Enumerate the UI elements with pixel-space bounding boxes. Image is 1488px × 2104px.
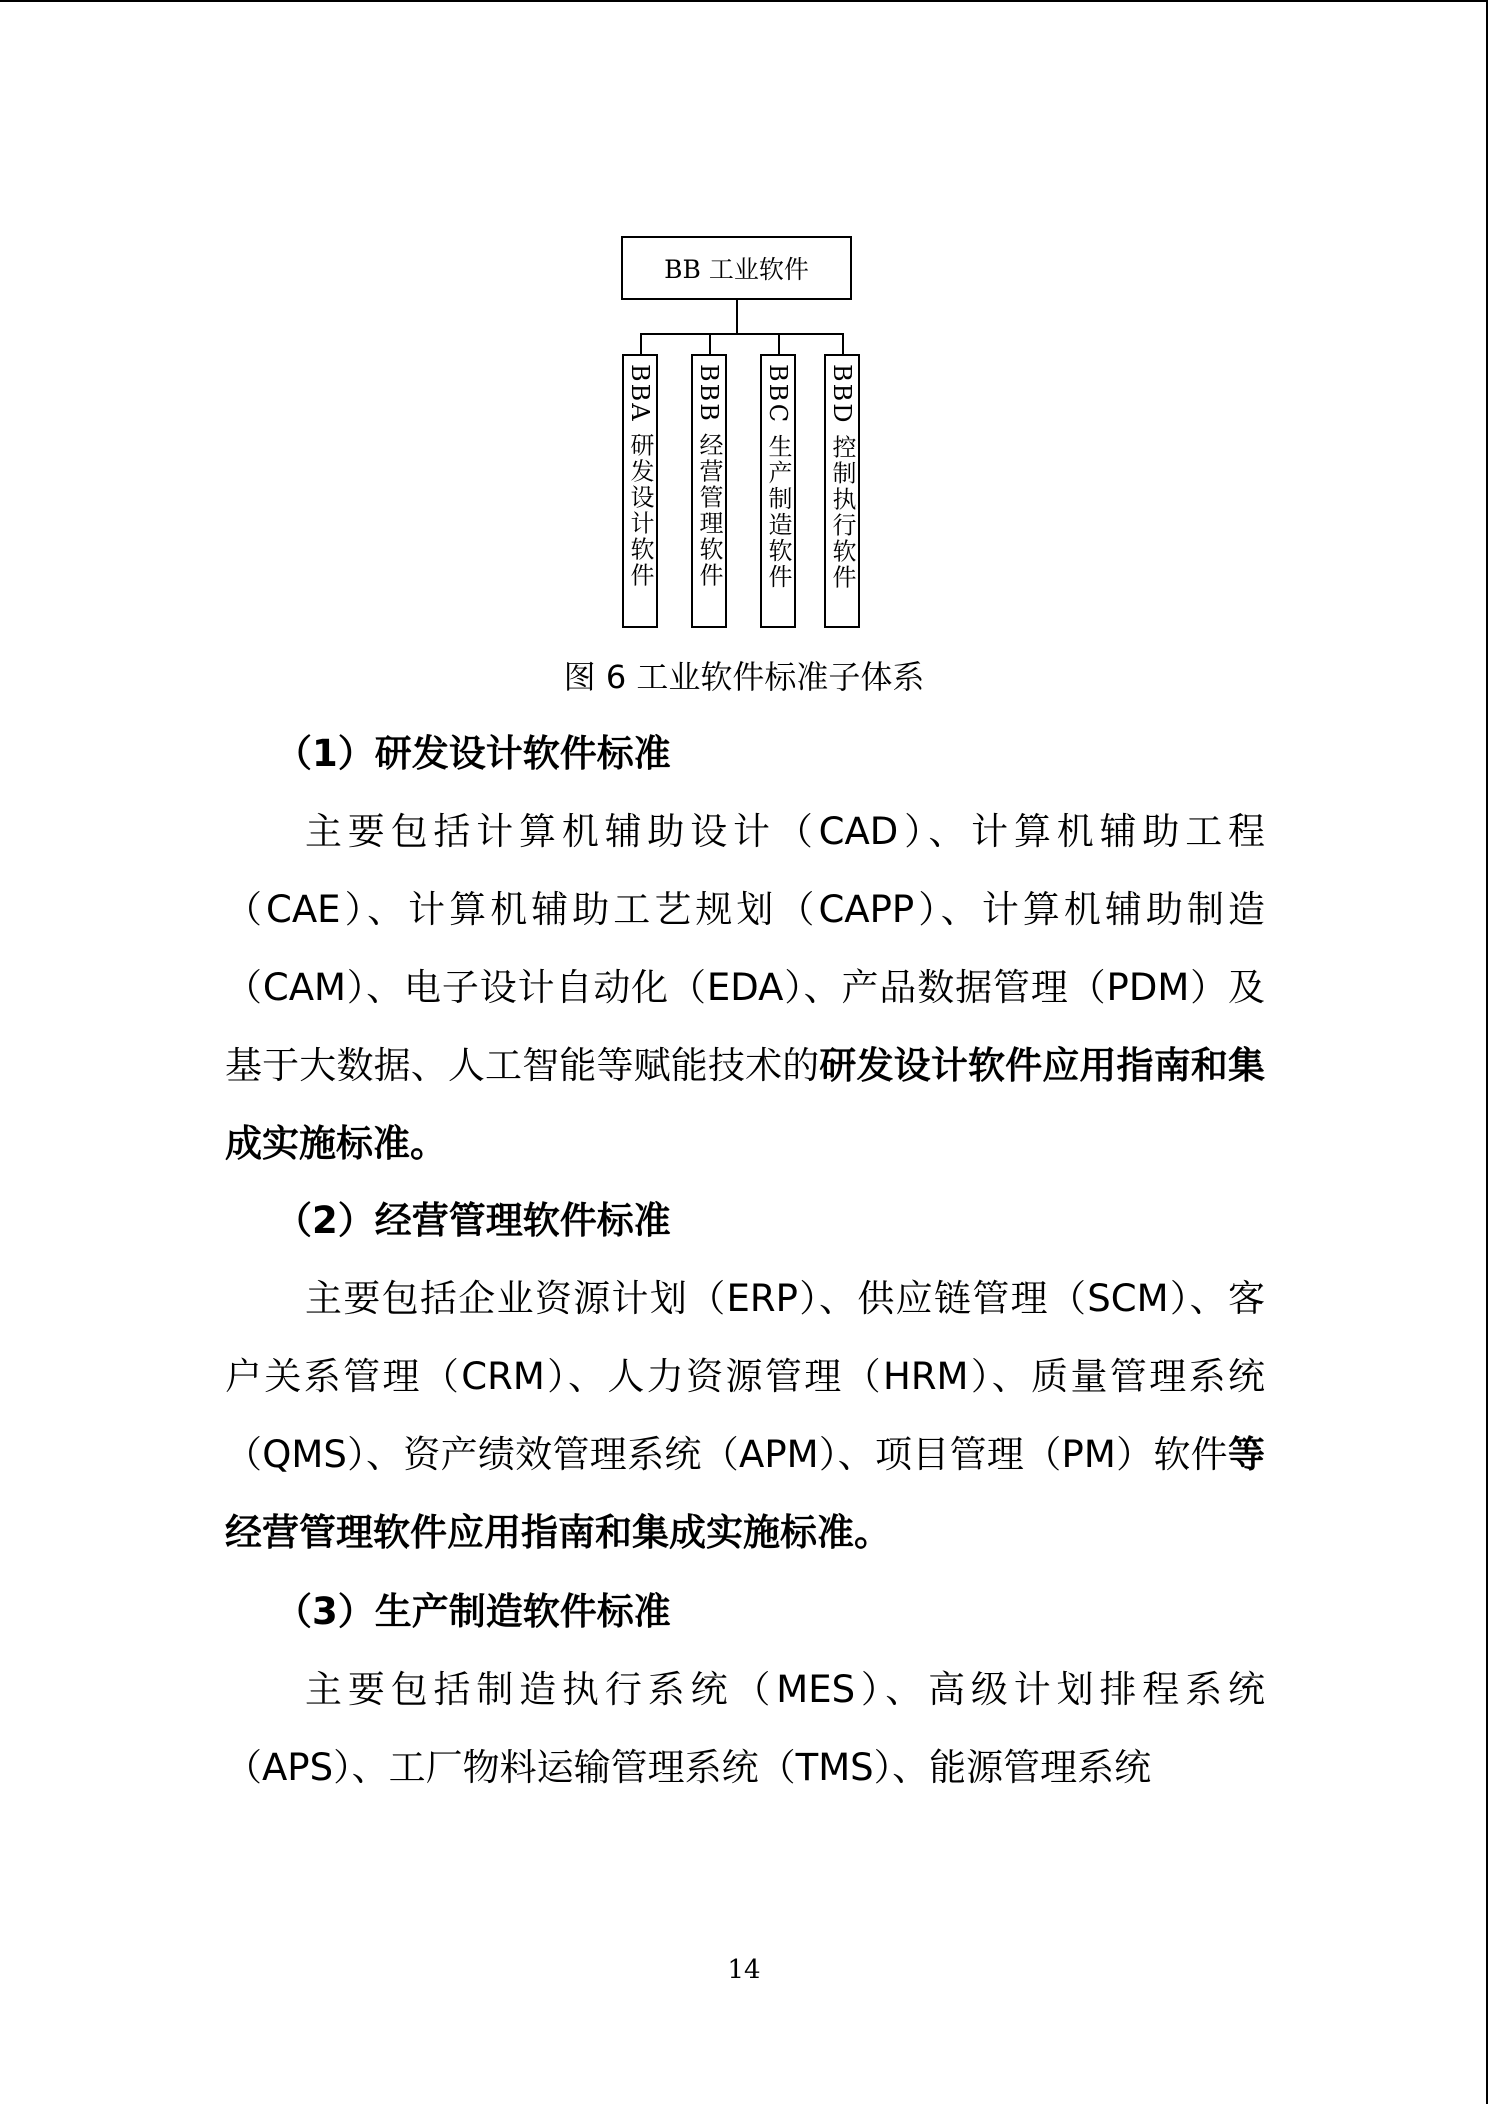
paragraph-bold-text: 研发设计软件应用指南和集成实施标准。 — [225, 1044, 1266, 1165]
diagram-child-label: BBD 控制执行软件 — [828, 364, 856, 591]
diagram-child-bbb — [691, 354, 727, 628]
diagram-child-label: BBB 经营管理软件 — [695, 364, 723, 589]
section-heading-3: （3）生产制造软件标准 — [275, 1590, 671, 1633]
paragraph-text: 主要包括企业资源计划（ERP）、供应链管理（SCM）、客户关系管理（CRM）、人力资源管理（HRM）、质量管理系统（QMS）、资产绩效管理系统（APM）、项目管理（PM）软件 — [225, 1277, 1265, 1476]
section-body-2 — [225, 1260, 1265, 1572]
section-heading-1: （1）研发设计软件标准 — [275, 732, 671, 775]
paragraph-text: 主要包括计算机辅助设计（CAD）、计算机辅助工程（CAE）、计算机辅助工艺规划（CAPP）、计算机辅助制造（CAM）、电子设计自动化（EDA）、产品数据管理（PDM）及基于大数据、人工智能等赋能技术的 — [225, 810, 1265, 1087]
section-body-3 — [225, 1651, 1265, 1807]
section-paragraph-3 — [225, 1651, 1265, 1807]
page-number: 14 — [727, 1955, 761, 1985]
diagram-root-label: BB 工业软件 — [664, 255, 809, 284]
section-heading-2: （2）经营管理软件标准 — [275, 1199, 671, 1242]
diagram-root-box — [621, 236, 852, 300]
connector-horizontal — [640, 333, 844, 335]
connector-child-1 — [640, 333, 642, 354]
diagram-child-bbd — [824, 354, 860, 628]
diagram-child-bba — [622, 354, 658, 628]
section-body-1 — [225, 793, 1265, 1183]
diagram-child-label: BBA 研发设计软件 — [626, 364, 654, 589]
connector-child-2 — [709, 333, 711, 354]
connector-root-down — [736, 300, 738, 334]
section-paragraph-1 — [225, 793, 1265, 1183]
paragraph-bold-text: 等经营管理软件应用指南和集成实施标准。 — [225, 1433, 1265, 1554]
diagram-child-bbc — [760, 354, 796, 628]
diagram-child-label: BBC 生产制造软件 — [764, 364, 792, 590]
paragraph-text: 主要包括制造执行系统（MES）、高级计划排程系统（APS）、工厂物料运输管理系统（TMS）、能源管理系统 — [225, 1668, 1265, 1789]
connector-child-4 — [842, 333, 844, 354]
connector-child-3 — [778, 333, 780, 354]
figure-caption: 图 6 工业软件标准子体系 — [563, 658, 925, 696]
section-paragraph-2 — [225, 1260, 1265, 1572]
software-standard-diagram — [0, 0, 1488, 700]
